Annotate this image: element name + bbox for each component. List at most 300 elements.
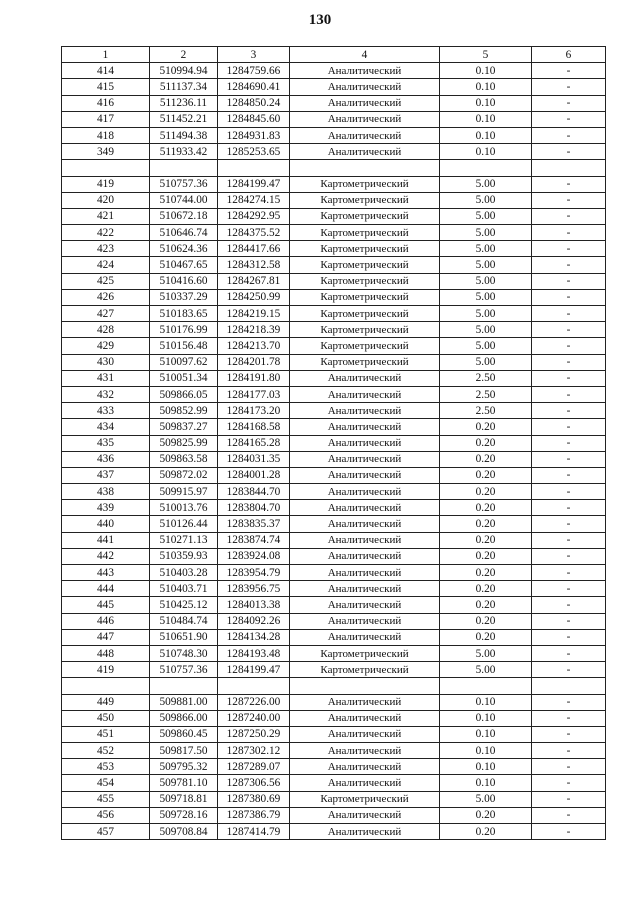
column-header: 1 <box>62 47 150 63</box>
method-cell: Аналитический <box>290 127 440 143</box>
point-number-cell: 439 <box>62 500 150 516</box>
y-coordinate-cell: 1284931.83 <box>218 127 290 143</box>
point-number-cell: 416 <box>62 95 150 111</box>
x-coordinate-cell: 509837.27 <box>150 419 218 435</box>
y-coordinate-cell: 1285253.65 <box>218 144 290 160</box>
accuracy-cell: 5.00 <box>440 662 532 678</box>
method-cell: Картометрический <box>290 338 440 354</box>
x-coordinate-cell: 510176.99 <box>150 322 218 338</box>
note-cell: - <box>532 565 606 581</box>
table-row <box>62 467 606 483</box>
accuracy-cell: 5.00 <box>440 306 532 322</box>
method-cell: Картометрический <box>290 225 440 241</box>
table-row <box>62 484 606 500</box>
x-coordinate-cell: 509872.02 <box>150 467 218 483</box>
method-cell: Аналитический <box>290 419 440 435</box>
note-cell: - <box>532 322 606 338</box>
accuracy-cell: 5.00 <box>440 289 532 305</box>
accuracy-cell: 0.10 <box>440 743 532 759</box>
point-number-cell: 453 <box>62 759 150 775</box>
x-coordinate-cell: 509866.00 <box>150 710 218 726</box>
x-coordinate-cell: 510271.13 <box>150 532 218 548</box>
accuracy-cell: 0.10 <box>440 95 532 111</box>
table-row <box>62 759 606 775</box>
accuracy-cell: 0.20 <box>440 500 532 516</box>
y-coordinate-cell: 1284173.20 <box>218 403 290 419</box>
method-cell: Картометрический <box>290 273 440 289</box>
point-number-cell <box>62 678 150 694</box>
point-number-cell: 430 <box>62 354 150 370</box>
note-cell: - <box>532 192 606 208</box>
method-cell: Картометрический <box>290 208 440 224</box>
method-cell: Картометрический <box>290 791 440 807</box>
note-cell <box>532 160 606 176</box>
method-cell: Аналитический <box>290 63 440 79</box>
point-number-cell: 424 <box>62 257 150 273</box>
method-cell: Аналитический <box>290 484 440 500</box>
note-cell <box>532 678 606 694</box>
point-number-cell: 420 <box>62 192 150 208</box>
note-cell: - <box>532 95 606 111</box>
y-coordinate-cell: 1284690.41 <box>218 79 290 95</box>
accuracy-cell: 2.50 <box>440 370 532 386</box>
accuracy-cell: 0.10 <box>440 694 532 710</box>
table-row <box>62 192 606 208</box>
table-row <box>62 500 606 516</box>
method-cell: Аналитический <box>290 111 440 127</box>
point-number-cell: 431 <box>62 370 150 386</box>
method-cell: Аналитический <box>290 710 440 726</box>
accuracy-cell: 0.10 <box>440 63 532 79</box>
accuracy-cell: 5.00 <box>440 354 532 370</box>
method-cell: Картометрический <box>290 289 440 305</box>
table-row <box>62 791 606 807</box>
method-cell: Аналитический <box>290 726 440 742</box>
x-coordinate-cell: 510183.65 <box>150 306 218 322</box>
table-row <box>62 613 606 629</box>
note-cell: - <box>532 759 606 775</box>
table-row <box>62 63 606 79</box>
accuracy-cell: 2.50 <box>440 403 532 419</box>
note-cell: - <box>532 435 606 451</box>
note-cell: - <box>532 273 606 289</box>
accuracy-cell: 0.10 <box>440 775 532 791</box>
x-coordinate-cell: 509718.81 <box>150 791 218 807</box>
method-cell: Аналитический <box>290 629 440 645</box>
note-cell: - <box>532 791 606 807</box>
column-header: 4 <box>290 47 440 63</box>
note-cell: - <box>532 548 606 564</box>
table-row <box>62 565 606 581</box>
x-coordinate-cell: 509852.99 <box>150 403 218 419</box>
y-coordinate-cell: 1284267.81 <box>218 273 290 289</box>
x-coordinate-cell: 510672.18 <box>150 208 218 224</box>
table-row <box>62 451 606 467</box>
y-coordinate-cell: 1284013.38 <box>218 597 290 613</box>
note-cell: - <box>532 451 606 467</box>
point-number-cell: 435 <box>62 435 150 451</box>
x-coordinate-cell: 509795.32 <box>150 759 218 775</box>
accuracy-cell: 0.20 <box>440 565 532 581</box>
table-row <box>62 743 606 759</box>
x-coordinate-cell: 509863.58 <box>150 451 218 467</box>
table-row <box>62 370 606 386</box>
point-number-cell: 427 <box>62 306 150 322</box>
table-row <box>62 225 606 241</box>
x-coordinate-cell: 509825.99 <box>150 435 218 451</box>
y-coordinate-cell: 1283956.75 <box>218 581 290 597</box>
method-cell: Аналитический <box>290 79 440 95</box>
point-number-cell: 422 <box>62 225 150 241</box>
point-number-cell: 447 <box>62 629 150 645</box>
y-coordinate-cell: 1287226.00 <box>218 694 290 710</box>
method-cell: Аналитический <box>290 565 440 581</box>
accuracy-cell: 0.20 <box>440 824 532 840</box>
method-cell: Аналитический <box>290 581 440 597</box>
note-cell: - <box>532 208 606 224</box>
table-row <box>62 338 606 354</box>
accuracy-cell: 5.00 <box>440 322 532 338</box>
point-number-cell: 448 <box>62 645 150 661</box>
table-row <box>62 127 606 143</box>
table-row <box>62 403 606 419</box>
y-coordinate-cell: 1283924.08 <box>218 548 290 564</box>
point-number-cell: 421 <box>62 208 150 224</box>
x-coordinate-cell: 511494.38 <box>150 127 218 143</box>
accuracy-cell: 5.00 <box>440 192 532 208</box>
x-coordinate-cell: 510051.34 <box>150 370 218 386</box>
accuracy-cell: 0.20 <box>440 548 532 564</box>
table-row <box>62 144 606 160</box>
table-row <box>62 176 606 192</box>
accuracy-cell: 5.00 <box>440 241 532 257</box>
y-coordinate-cell: 1283874.74 <box>218 532 290 548</box>
point-number-cell: 425 <box>62 273 150 289</box>
table-row <box>62 208 606 224</box>
y-coordinate-cell: 1284845.60 <box>218 111 290 127</box>
point-number-cell: 446 <box>62 613 150 629</box>
table-row <box>62 273 606 289</box>
y-coordinate-cell: 1284219.15 <box>218 306 290 322</box>
y-coordinate-cell: 1284031.35 <box>218 451 290 467</box>
y-coordinate-cell: 1284292.95 <box>218 208 290 224</box>
method-cell <box>290 678 440 694</box>
point-number-cell: 438 <box>62 484 150 500</box>
table-row <box>62 597 606 613</box>
note-cell: - <box>532 306 606 322</box>
x-coordinate-cell: 511137.34 <box>150 79 218 95</box>
method-cell: Аналитический <box>290 370 440 386</box>
x-coordinate-cell: 510744.00 <box>150 192 218 208</box>
note-cell: - <box>532 338 606 354</box>
accuracy-cell: 0.20 <box>440 451 532 467</box>
y-coordinate-cell: 1287386.79 <box>218 807 290 823</box>
point-number-cell: 419 <box>62 662 150 678</box>
note-cell: - <box>532 824 606 840</box>
method-cell: Картометрический <box>290 306 440 322</box>
y-coordinate-cell: 1284850.24 <box>218 95 290 111</box>
y-coordinate-cell: 1284191.80 <box>218 370 290 386</box>
point-number-cell: 455 <box>62 791 150 807</box>
point-number-cell: 429 <box>62 338 150 354</box>
table-row <box>62 645 606 661</box>
x-coordinate-cell: 510403.71 <box>150 581 218 597</box>
page-number: 130 <box>308 12 332 28</box>
y-coordinate-cell: 1287250.29 <box>218 726 290 742</box>
method-cell: Картометрический <box>290 354 440 370</box>
table-row <box>62 241 606 257</box>
x-coordinate-cell: 509881.00 <box>150 694 218 710</box>
note-cell: - <box>532 710 606 726</box>
note-cell: - <box>532 176 606 192</box>
y-coordinate-cell: 1284218.39 <box>218 322 290 338</box>
point-number-cell: 451 <box>62 726 150 742</box>
x-coordinate-cell: 510416.60 <box>150 273 218 289</box>
x-coordinate-cell <box>150 678 218 694</box>
y-coordinate-cell: 1283804.70 <box>218 500 290 516</box>
note-cell: - <box>532 743 606 759</box>
note-cell: - <box>532 662 606 678</box>
x-coordinate-cell: 511933.42 <box>150 144 218 160</box>
point-number-cell: 449 <box>62 694 150 710</box>
point-number-cell: 441 <box>62 532 150 548</box>
method-cell: Аналитический <box>290 597 440 613</box>
table-row <box>62 386 606 402</box>
accuracy-cell: 5.00 <box>440 208 532 224</box>
accuracy-cell: 0.20 <box>440 467 532 483</box>
y-coordinate-cell: 1287380.69 <box>218 791 290 807</box>
accuracy-cell: 0.20 <box>440 435 532 451</box>
point-number-cell: 454 <box>62 775 150 791</box>
y-coordinate-cell: 1284134.28 <box>218 629 290 645</box>
note-cell: - <box>532 403 606 419</box>
note-cell: - <box>532 241 606 257</box>
table-row <box>62 548 606 564</box>
method-cell: Аналитический <box>290 95 440 111</box>
method-cell: Картометрический <box>290 241 440 257</box>
accuracy-cell: 0.20 <box>440 597 532 613</box>
method-cell: Аналитический <box>290 743 440 759</box>
table-row <box>62 322 606 338</box>
x-coordinate-cell: 510359.93 <box>150 548 218 564</box>
method-cell: Картометрический <box>290 645 440 661</box>
method-cell: Аналитический <box>290 500 440 516</box>
method-cell <box>290 160 440 176</box>
y-coordinate-cell: 1284213.70 <box>218 338 290 354</box>
table-row <box>62 111 606 127</box>
note-cell: - <box>532 386 606 402</box>
note-cell: - <box>532 257 606 273</box>
note-cell: - <box>532 79 606 95</box>
table-row <box>62 694 606 710</box>
method-cell: Аналитический <box>290 386 440 402</box>
y-coordinate-cell: 1284250.99 <box>218 289 290 305</box>
method-cell: Аналитический <box>290 807 440 823</box>
note-cell: - <box>532 726 606 742</box>
x-coordinate-cell: 509817.50 <box>150 743 218 759</box>
y-coordinate-cell: 1284375.52 <box>218 225 290 241</box>
table-row <box>62 257 606 273</box>
accuracy-cell: 5.00 <box>440 176 532 192</box>
y-coordinate-cell: 1287306.56 <box>218 775 290 791</box>
table-row <box>62 629 606 645</box>
table-row <box>62 289 606 305</box>
y-coordinate-cell: 1284199.47 <box>218 662 290 678</box>
y-coordinate-cell: 1283954.79 <box>218 565 290 581</box>
point-number-cell: 419 <box>62 176 150 192</box>
y-coordinate-cell <box>218 678 290 694</box>
x-coordinate-cell: 509708.84 <box>150 824 218 840</box>
note-cell: - <box>532 111 606 127</box>
y-coordinate-cell <box>218 160 290 176</box>
method-cell: Аналитический <box>290 467 440 483</box>
method-cell: Картометрический <box>290 322 440 338</box>
accuracy-cell: 0.10 <box>440 111 532 127</box>
x-coordinate-cell: 509866.05 <box>150 386 218 402</box>
y-coordinate-cell: 1284168.58 <box>218 419 290 435</box>
note-cell: - <box>532 144 606 160</box>
note-cell: - <box>532 581 606 597</box>
table-row <box>62 160 606 176</box>
point-number-cell: 432 <box>62 386 150 402</box>
x-coordinate-cell: 510484.74 <box>150 613 218 629</box>
accuracy-cell: 0.10 <box>440 710 532 726</box>
point-number-cell: 440 <box>62 516 150 532</box>
y-coordinate-cell: 1284201.78 <box>218 354 290 370</box>
accuracy-cell: 0.20 <box>440 613 532 629</box>
accuracy-cell: 0.10 <box>440 79 532 95</box>
x-coordinate-cell: 510646.74 <box>150 225 218 241</box>
x-coordinate-cell: 509781.10 <box>150 775 218 791</box>
note-cell: - <box>532 467 606 483</box>
x-coordinate-cell: 510757.36 <box>150 176 218 192</box>
point-number-cell: 456 <box>62 807 150 823</box>
method-cell: Аналитический <box>290 435 440 451</box>
accuracy-cell: 5.00 <box>440 645 532 661</box>
method-cell: Картометрический <box>290 192 440 208</box>
x-coordinate-cell: 510651.90 <box>150 629 218 645</box>
y-coordinate-cell: 1284759.66 <box>218 63 290 79</box>
point-number-cell: 426 <box>62 289 150 305</box>
table-row <box>62 354 606 370</box>
point-number-cell: 444 <box>62 581 150 597</box>
method-cell: Аналитический <box>290 694 440 710</box>
y-coordinate-cell: 1287289.07 <box>218 759 290 775</box>
table-row <box>62 95 606 111</box>
note-cell: - <box>532 419 606 435</box>
point-number-cell: 450 <box>62 710 150 726</box>
accuracy-cell: 0.10 <box>440 144 532 160</box>
point-number-cell: 414 <box>62 63 150 79</box>
accuracy-cell: 0.20 <box>440 516 532 532</box>
note-cell: - <box>532 645 606 661</box>
point-number-cell: 443 <box>62 565 150 581</box>
x-coordinate-cell: 511236.11 <box>150 95 218 111</box>
y-coordinate-cell: 1284165.28 <box>218 435 290 451</box>
y-coordinate-cell: 1287302.12 <box>218 743 290 759</box>
x-coordinate-cell: 510156.48 <box>150 338 218 354</box>
note-cell: - <box>532 807 606 823</box>
table-header-row <box>62 47 606 63</box>
method-cell: Аналитический <box>290 532 440 548</box>
note-cell: - <box>532 613 606 629</box>
x-coordinate-cell: 510013.76 <box>150 500 218 516</box>
note-cell: - <box>532 629 606 645</box>
coordinates-table <box>61 46 606 840</box>
note-cell: - <box>532 354 606 370</box>
x-coordinate-cell: 510467.65 <box>150 257 218 273</box>
x-coordinate-cell: 511452.21 <box>150 111 218 127</box>
table-row <box>62 824 606 840</box>
point-number-cell <box>62 160 150 176</box>
x-coordinate-cell: 510748.30 <box>150 645 218 661</box>
table-row <box>62 306 606 322</box>
accuracy-cell: 2.50 <box>440 386 532 402</box>
column-header: 3 <box>218 47 290 63</box>
note-cell: - <box>532 694 606 710</box>
note-cell: - <box>532 289 606 305</box>
method-cell: Аналитический <box>290 516 440 532</box>
accuracy-cell: 0.10 <box>440 127 532 143</box>
x-coordinate-cell: 509860.45 <box>150 726 218 742</box>
y-coordinate-cell: 1287414.79 <box>218 824 290 840</box>
method-cell: Аналитический <box>290 759 440 775</box>
x-coordinate-cell: 510425.12 <box>150 597 218 613</box>
method-cell: Аналитический <box>290 613 440 629</box>
note-cell: - <box>532 225 606 241</box>
x-coordinate-cell: 510403.28 <box>150 565 218 581</box>
x-coordinate-cell: 510126.44 <box>150 516 218 532</box>
accuracy-cell: 0.20 <box>440 581 532 597</box>
method-cell: Аналитический <box>290 775 440 791</box>
y-coordinate-cell: 1283835.37 <box>218 516 290 532</box>
point-number-cell: 445 <box>62 597 150 613</box>
method-cell: Аналитический <box>290 144 440 160</box>
method-cell: Аналитический <box>290 824 440 840</box>
point-number-cell: 349 <box>62 144 150 160</box>
y-coordinate-cell: 1284274.15 <box>218 192 290 208</box>
table-row <box>62 775 606 791</box>
point-number-cell: 428 <box>62 322 150 338</box>
table-row <box>62 726 606 742</box>
accuracy-cell: 5.00 <box>440 225 532 241</box>
column-header: 6 <box>532 47 606 63</box>
accuracy-cell: 5.00 <box>440 338 532 354</box>
note-cell: - <box>532 516 606 532</box>
accuracy-cell <box>440 678 532 694</box>
y-coordinate-cell: 1287240.00 <box>218 710 290 726</box>
note-cell: - <box>532 370 606 386</box>
table-row <box>62 710 606 726</box>
accuracy-cell: 5.00 <box>440 257 532 273</box>
note-cell: - <box>532 63 606 79</box>
point-number-cell: 423 <box>62 241 150 257</box>
table-row <box>62 419 606 435</box>
y-coordinate-cell: 1284193.48 <box>218 645 290 661</box>
point-number-cell: 417 <box>62 111 150 127</box>
note-cell: - <box>532 500 606 516</box>
point-number-cell: 433 <box>62 403 150 419</box>
accuracy-cell: 0.20 <box>440 532 532 548</box>
x-coordinate-cell: 510097.62 <box>150 354 218 370</box>
method-cell: Картометрический <box>290 257 440 273</box>
table-row <box>62 807 606 823</box>
point-number-cell: 457 <box>62 824 150 840</box>
accuracy-cell <box>440 160 532 176</box>
point-number-cell: 452 <box>62 743 150 759</box>
note-cell: - <box>532 484 606 500</box>
table-row <box>62 79 606 95</box>
